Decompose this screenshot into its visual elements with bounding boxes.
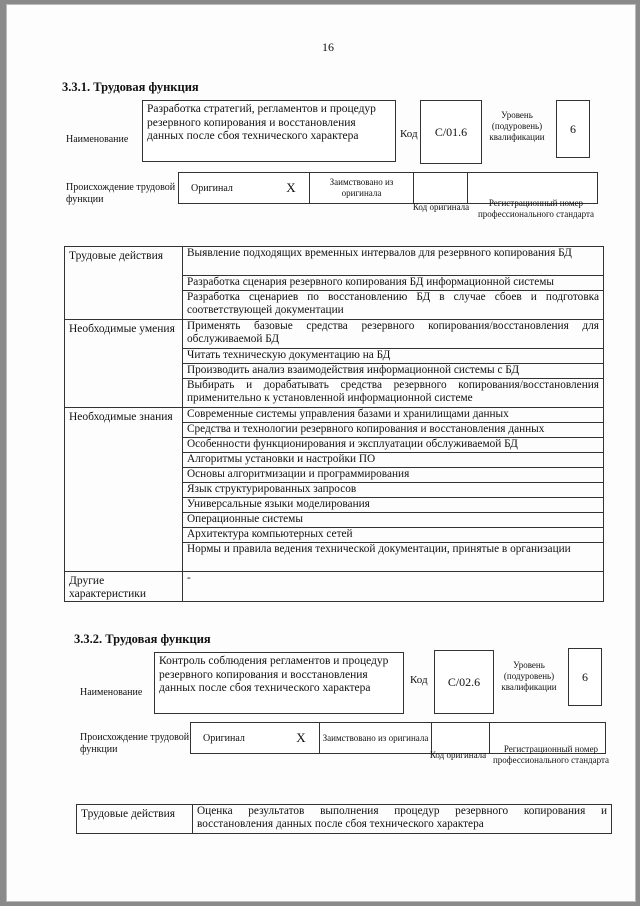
other-label: Другие характеристики (65, 572, 183, 602)
level-label: Уровень (подуровень) квалификации (489, 110, 545, 142)
function-name: Контроль соблюдения регламентов и процедур резервного копирования и восстановления данных после сбоя технического характера (154, 652, 404, 714)
skills-label: Необходимые умения (65, 320, 183, 408)
list-item: Разработка сценария резервного копирования БД информационной системы (183, 276, 604, 291)
function-code: C/02.6 (434, 650, 494, 714)
list-item: Операционные системы (183, 513, 604, 528)
list-item: Нормы и правила ведения технической документации, принятые в организации (183, 543, 604, 572)
labor-actions-label: Трудовые действия (77, 805, 193, 834)
list-item: Современные системы управления базами и хранилищами данных (183, 408, 604, 423)
original-label: Оригинал (191, 182, 233, 194)
list-item: Основы алгоритмизации и программирования (183, 468, 604, 483)
function-name: Разработка стратегий, регламентов и процедур резервного копирования и восстановления данных после сбоя технического характера (142, 100, 396, 162)
borrowed-label: Заимствовано из оригинала (309, 173, 413, 203)
name-label: Наименование (80, 687, 143, 698)
list-item: Производить анализ взаимодействия информационной системы с БД (183, 364, 604, 379)
list-item: Язык структурированных запросов (183, 483, 604, 498)
code-label: Код (400, 128, 418, 140)
list-item: Универсальные языки моделирования (183, 498, 604, 513)
list-item: Выбирать и дорабатывать средства резервного копирования/восстановления применительно к установленной информационной системе (183, 379, 604, 408)
document-page (6, 4, 636, 902)
requirements-table-2 (76, 804, 612, 834)
code-label: Код (410, 674, 428, 686)
list-item: Архитектура компьютерных сетей (183, 528, 604, 543)
qualification-level: 6 (568, 648, 602, 706)
borrowed-label: Заимствовано из оригинала (319, 723, 431, 753)
list-item: Разработка сценариев по восстановлению БД в случае сбоев и подготовка соответствующей документации (183, 291, 604, 320)
labor-actions-label: Трудовые действия (65, 247, 183, 320)
origin-label: Происхождение трудовой функции (66, 182, 176, 205)
other-value: - (183, 572, 604, 602)
section-title: 3.3.2. Трудовая функция (74, 632, 211, 646)
list-item: Алгоритмы установки и настройки ПО (183, 453, 604, 468)
list-item: Средства и технологии резервного копирования и восстановления данных (183, 423, 604, 438)
list-item: Выявление подходящих временных интервалов для резервного копирования БД (183, 247, 604, 276)
page-number: 16 (322, 40, 334, 54)
list-item: Оценка результатов выполнения процедур резервного копирования и восстановления данных после сбоя технического характера (193, 805, 612, 834)
code-original-label: Код оригинала (429, 750, 487, 760)
original-mark: X (296, 730, 306, 745)
origin-label: Происхождение трудовой функции (80, 732, 190, 755)
qualification-level: 6 (556, 100, 590, 158)
function-code: C/01.6 (420, 100, 482, 164)
level-label: Уровень (подуровень) квалификации (501, 660, 557, 692)
list-item: Читать техническую документацию на БД (183, 349, 604, 364)
reg-number-label: Регистрационный номер профессионального стандарта (492, 744, 610, 765)
reg-number-label: Регистрационный номер профессионального стандарта (477, 198, 595, 219)
code-original-label: Код оригинала (412, 202, 470, 212)
original-mark: X (286, 180, 296, 195)
list-item: Применять базовые средства резервного копирования/восстановления для обслуживаемой БД (183, 320, 604, 349)
list-item: Особенности функционирования и эксплуатации обслуживаемой БД (183, 438, 604, 453)
code-original-cell (431, 723, 489, 753)
requirements-table (64, 246, 604, 602)
section-title: 3.3.1. Трудовая функция (62, 80, 199, 94)
knowledge-label: Необходимые знания (65, 408, 183, 572)
original-label: Оригинал (203, 732, 245, 744)
name-label: Наименование (66, 134, 129, 145)
code-original-cell (413, 173, 467, 203)
